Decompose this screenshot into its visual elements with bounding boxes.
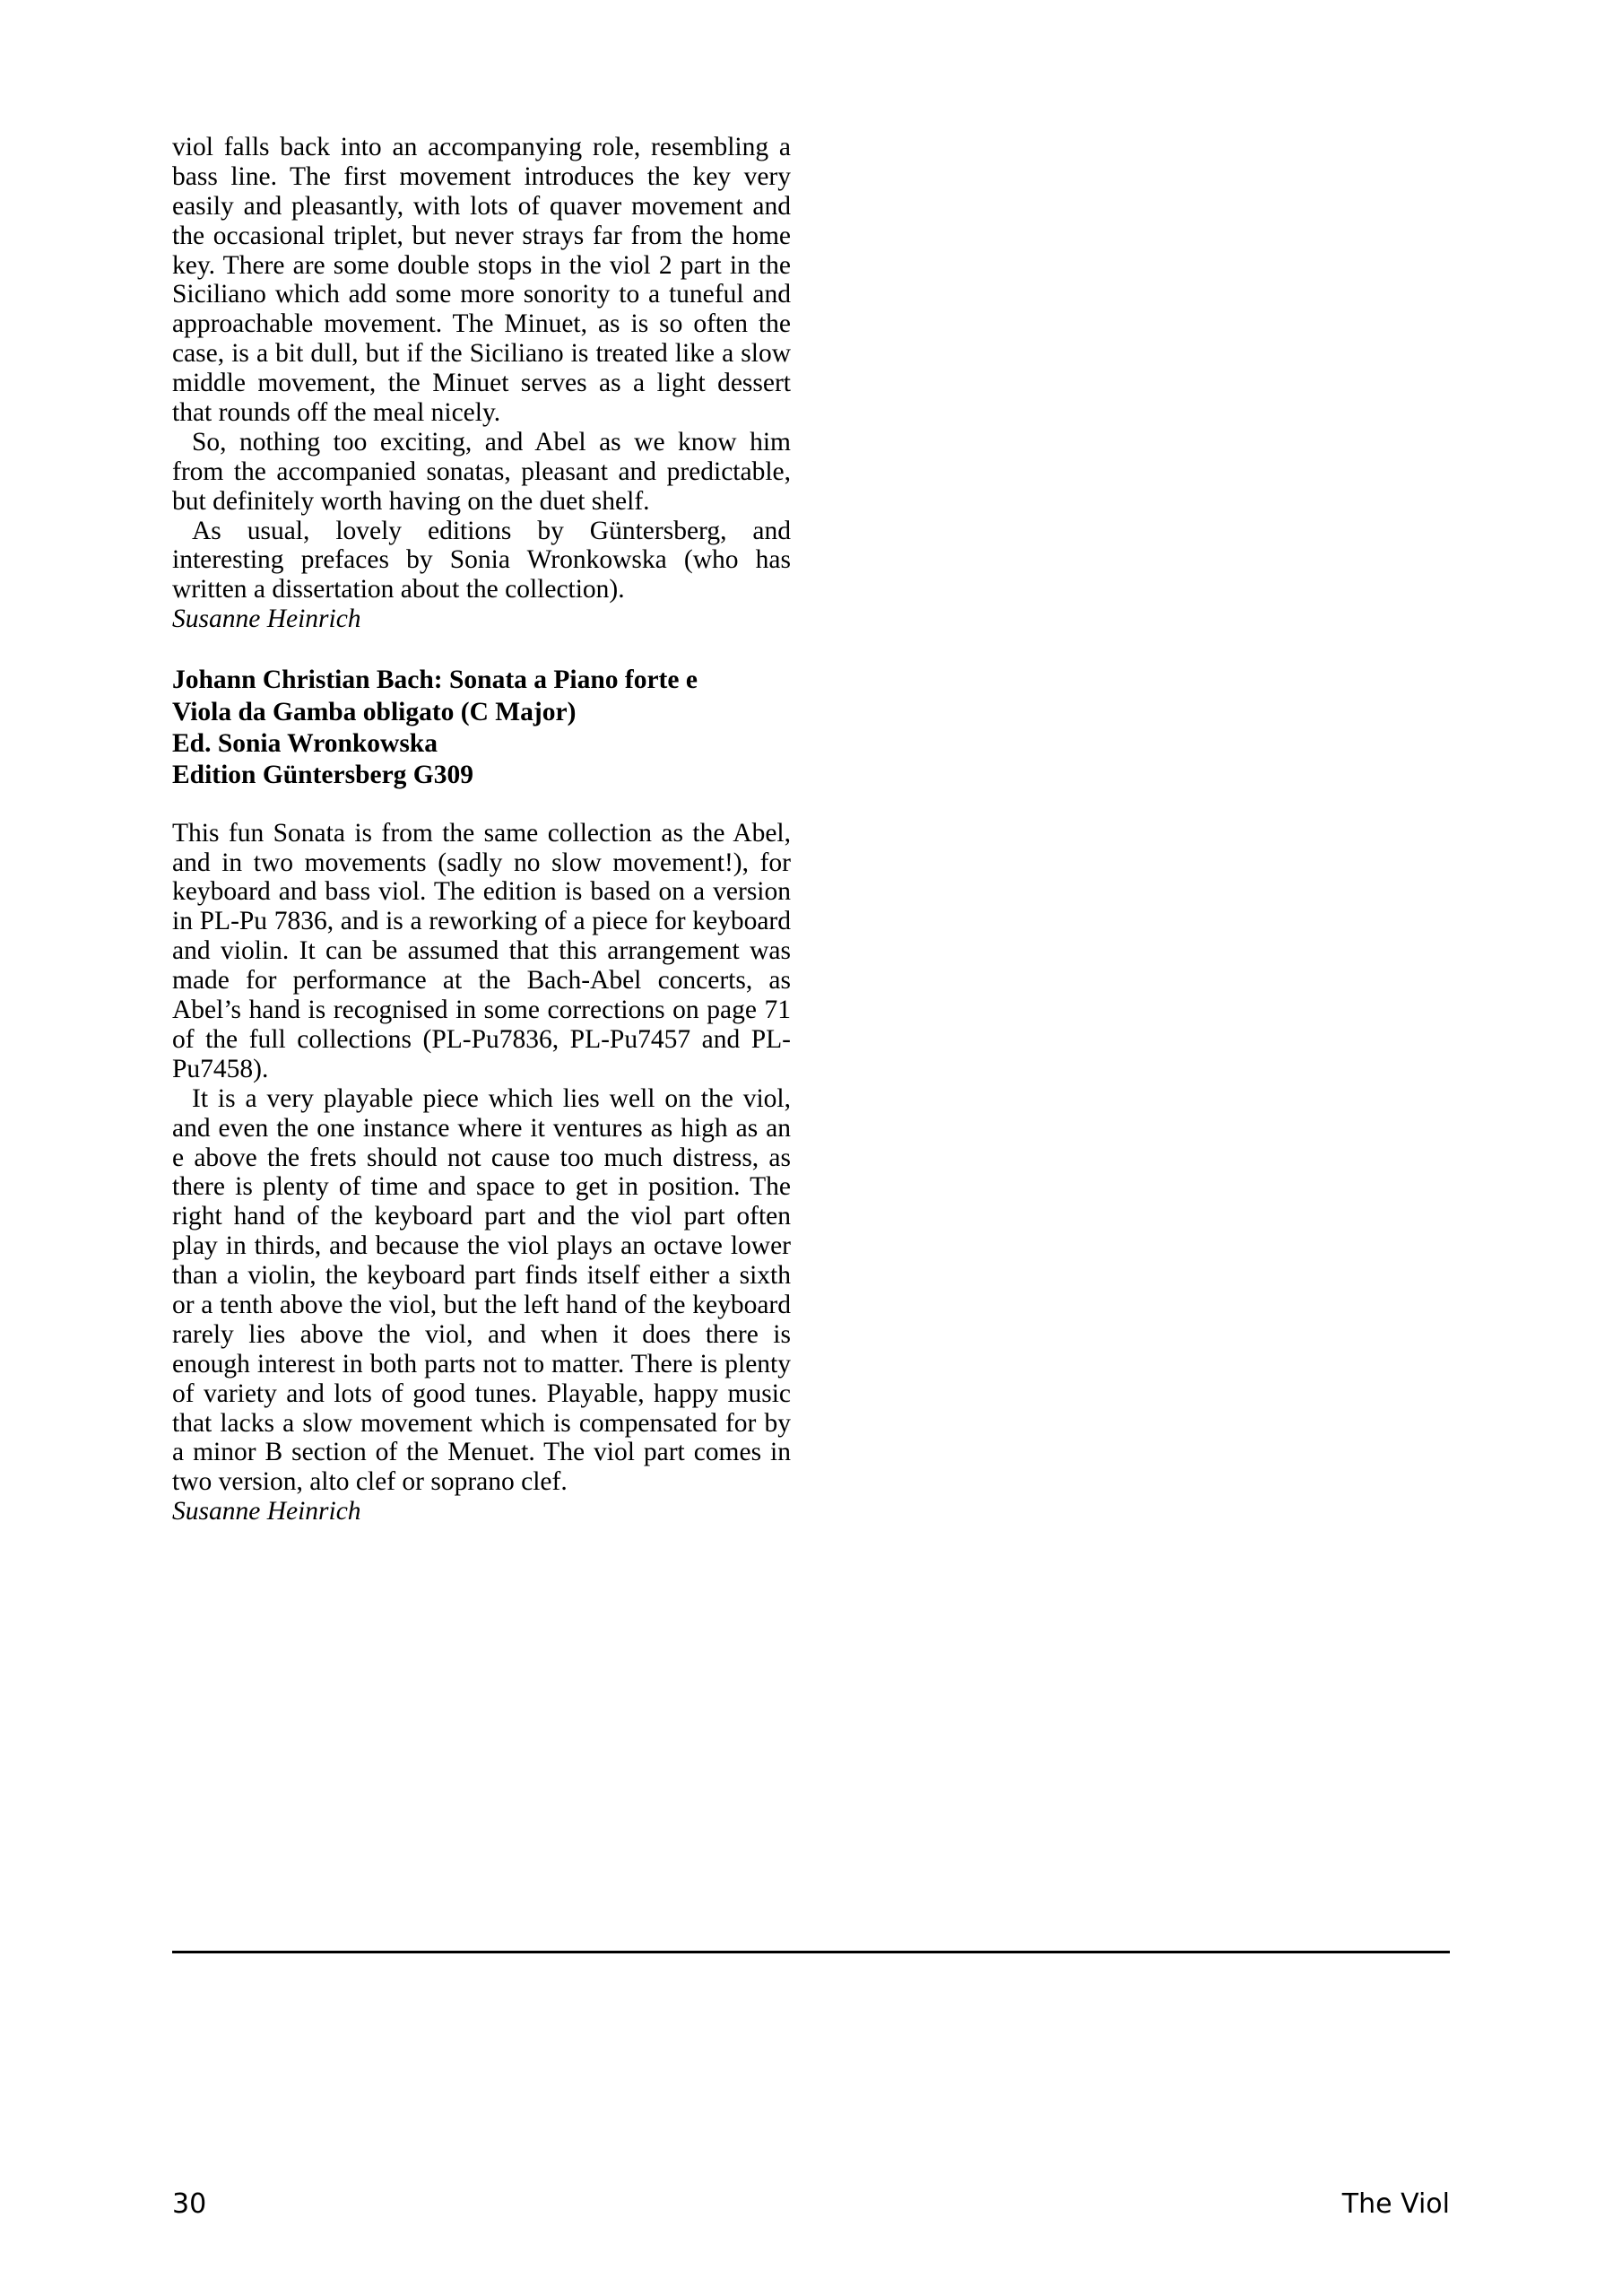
footer-publication-title: The Viol [1341, 2188, 1450, 2220]
spacer [172, 792, 791, 819]
review-byline-first: Susanne Heinrich [172, 604, 361, 634]
paragraph-continued: viol falls back into an accompanying role, resembling a bass line. The first movement introduces the key very easily and pleasantly, with lots of quaver movement and the occasional triplet, but never strays far from the home key. There are some double stops in the viol 2 part in the Siciliano which add some more sonority to a tuneful and approachable movement. The Minuet, as is so often the case, is a bit dull, but if the Siciliano is treated like a slow middle movement, the Minuet serves as a light dessert that rounds off the meal nicely. [172, 133, 791, 428]
paragraph-summary: So, nothing too exciting, and Abel as we know him from the accompanied sonatas, pleasant and predictable, but definitely worth having on the duet shelf. [172, 427, 791, 516]
page-footer [172, 2188, 1450, 2220]
review-byline-second: Susanne Heinrich [172, 1497, 361, 1526]
review-heading-line-1: Johann Christian Bach: Sonata a Piano forte e [172, 665, 698, 695]
review-heading-edition: Edition Güntersberg G309 [172, 761, 473, 790]
footer-page-number: 30 [172, 2188, 207, 2220]
review-heading-line-2: Viola da Gamba obligato (C Major) [172, 697, 577, 726]
text-column [172, 133, 791, 1526]
paragraph-playability: It is a very playable piece which lies well on the viol, and even the one instance where it ventures as high as an e above the frets should not cause too much distress, as there is plenty of time and space to get in position. The right hand of the keyboard part and the viol part often play in thirds, and because the viol plays an octave lower than a violin, the keyboard part finds itself either a sixth or a tenth above the viol, but the left hand of the keyboard rarely lies above the viol, and when it does there is enough interest in both parts not to matter. There is plenty of variety and lots of good tunes. Playable, happy music that lacks a slow movement which is compensated for by a minor B section of the Menuet. The viol part comes in two version, alto clef or soprano clef. [172, 1083, 791, 1497]
paragraph-sonata-description: This fun Sonata is from the same collection as the Abel, and in two movements (sadly no slow movement!), for keyboard and bass viol. The edition is based on a version in PL-Pu 7836, and is a reworking of a piece for keyboard and violin. It can be assumed that this arrangement was made for performance at the Bach-Abel concerts, as Abel’s hand is recognised in some corrections on page 71 of the full collections (PL-Pu7836, PL-Pu7457 and PL-Pu7458). [172, 818, 791, 1083]
paragraph-editions: As usual, lovely editions by Güntersberg, and interesting prefaces by Sonia Wronkowska (who has written a dissertation about the collection). [172, 516, 791, 604]
spacer [172, 634, 791, 665]
footer-divider-rule [172, 1951, 1450, 1953]
review-heading-editor: Ed. Sonia Wronkowska [172, 728, 438, 758]
